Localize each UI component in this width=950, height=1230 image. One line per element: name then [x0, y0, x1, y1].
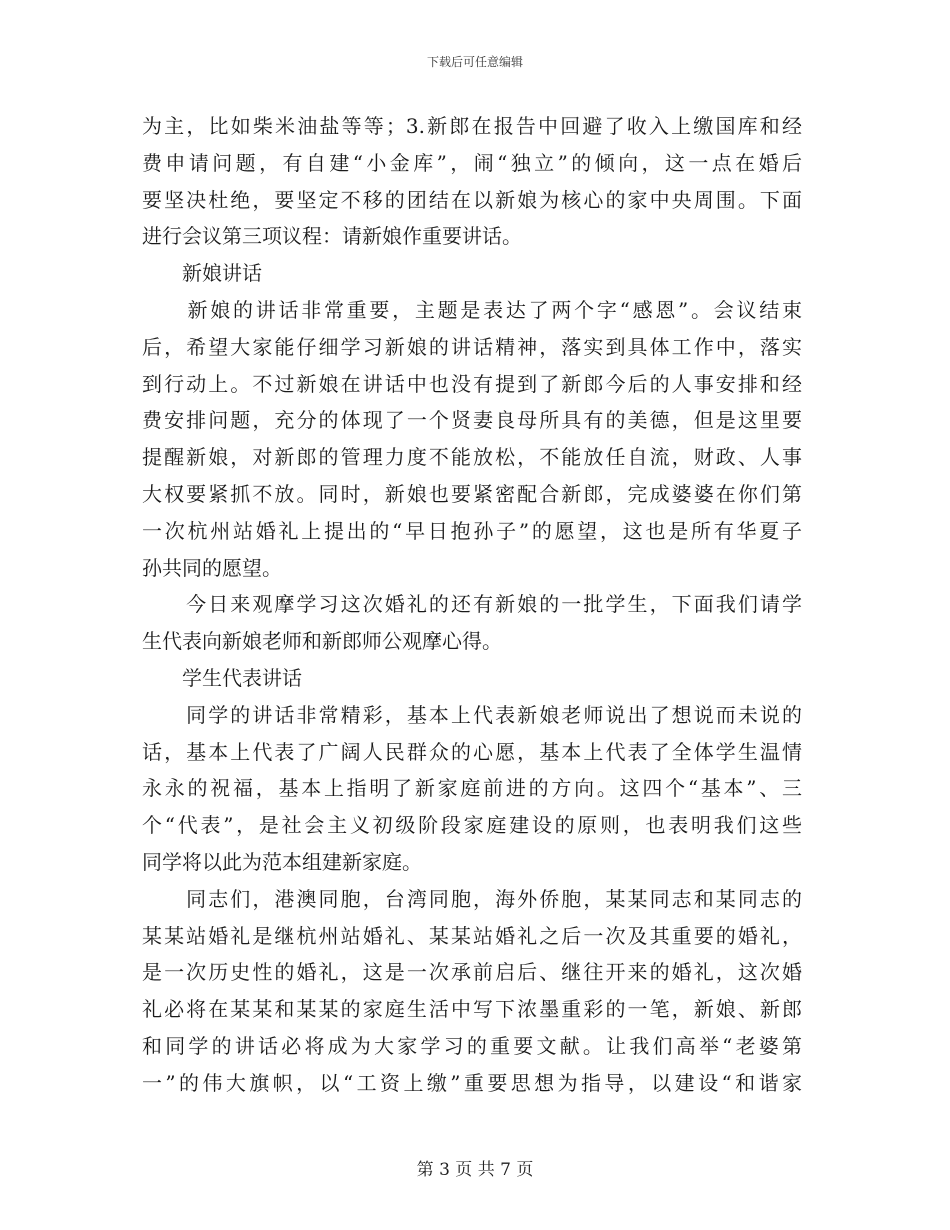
page-number: 第 3 页 共 7 页: [416, 1160, 534, 1180]
text-line: 大权要紧抓不放。同时，新娘也要紧密配合新郎，完成婆婆在你们第: [142, 481, 802, 506]
text-line: 学生代表讲话: [142, 665, 302, 690]
page-header: 下载后可任意编辑: [426, 55, 523, 69]
text-line: 同学的讲话非常精彩，基本上代表新娘老师说出了想说而未说的: [142, 702, 802, 727]
text-line: 和同学的讲话必将成为大家学习的重要文献。让我们高举“老婆第: [142, 1033, 802, 1058]
text-line: 为主，比如柴米油盐等等；3.新郎在报告中回避了收入上缴国库和经: [142, 114, 802, 138]
text-line: 礼必将在某某和某某的家庭生活中写下浓墨重彩的一笔，新娘、新郎: [142, 997, 802, 1022]
text-line: 费安排问题，充分的体现了一个贤妻良母所具有的美德，但是这里要: [142, 408, 802, 433]
text-line: 提醒新娘，对新郎的管理力度不能放松，不能放任自流，财政、人事: [142, 445, 802, 470]
text-line: 今日来观摩学习这次婚礼的还有新娘的一批学生，下面我们请学: [142, 592, 802, 617]
document-body: [142, 108, 802, 1102]
text-line: 同学将以此为范本组建新家庭。: [142, 849, 422, 874]
text-line: 一”的伟大旗帜，以“工资上缴”重要思想为指导，以建设“和谐家: [142, 1070, 802, 1095]
text-line: 话，基本上代表了广阔人民群众的心愿，基本上代表了全体学生温情: [142, 739, 802, 764]
text-line: 后，希望大家能仔细学习新娘的讲话精神，落实到具体工作中，落实: [142, 334, 802, 359]
text-line: 一次杭州站婚礼上提出的“早日抱孙子”的愿望，这也是所有华夏子: [142, 518, 802, 543]
text-line: 是一次历史性的婚礼，这是一次承前启后、继往开来的婚礼，这次婚: [142, 960, 802, 985]
text-line: 个“代表”，是社会主义初级阶段家庭建设的原则，也表明我们这些: [142, 813, 802, 838]
text-line: 新娘的讲话非常重要，主题是表达了两个字“感恩”。会议结束: [142, 297, 802, 322]
text-line: 要坚决杜绝，要坚定不移的团结在以新娘为核心的家中央周围。下面: [142, 187, 802, 212]
text-line: 生代表向新娘老师和新郎师公观摩心得。: [142, 629, 502, 654]
text-line: 进行会议第三项议程：请新娘作重要讲话。: [142, 224, 522, 249]
text-line: 孙共同的愿望。: [142, 555, 282, 580]
text-line: 同志们，港澳同胞，台湾同胞，海外侨胞，某某同志和某同志的: [142, 886, 802, 911]
text-line: 新娘讲话: [142, 261, 262, 286]
text-line: 到行动上。不过新娘在讲话中也没有提到了新郎今后的人事安排和经: [142, 371, 802, 396]
text-line: 某某站婚礼是继杭州站婚礼、某某站婚礼之后一次及其重要的婚礼，: [142, 923, 802, 948]
text-line: 永永的祝福，基本上指明了新家庭前进的方向。这四个“基本”、三: [142, 776, 802, 801]
text-line: 费申请问题，有自建“小金库”，闹“独立”的倾向，这一点在婚后: [142, 150, 802, 175]
